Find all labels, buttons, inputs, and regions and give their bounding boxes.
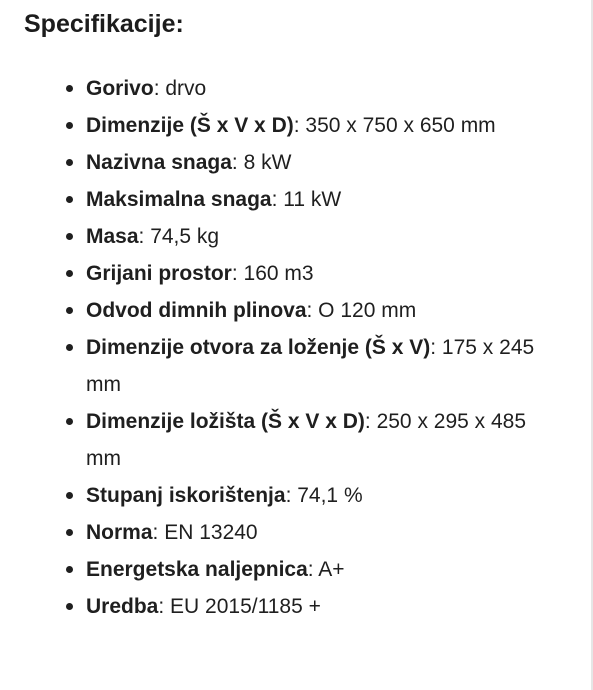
spec-item-loading-opening [61, 329, 566, 403]
spec-value: : A+ [307, 558, 345, 581]
bullet-icon [66, 233, 73, 240]
spec-value: : EU 2015/1185 + [158, 595, 321, 618]
spec-label: Gorivo [86, 77, 154, 100]
bullet-icon [66, 603, 73, 610]
spec-item-energy-label [61, 551, 566, 588]
spec-item-firebox-dimensions [61, 403, 566, 477]
spec-label: Dimenzije otvora za loženje (Š x V) [86, 336, 431, 359]
specifications-heading: Specifikacije: [24, 10, 184, 38]
bullet-icon [66, 492, 73, 499]
spec-item-flue-outlet [61, 292, 566, 329]
spec-value: : 8 kW [231, 151, 292, 174]
spec-label: Odvod dimnih plinova [86, 299, 307, 322]
bullet-icon [66, 307, 73, 314]
spec-item-dimensions [61, 107, 566, 144]
spec-value: : 175 x 245 mm [86, 336, 535, 396]
spec-value: : drvo [153, 77, 207, 100]
specifications-list [61, 70, 566, 625]
spec-value: : 250 x 295 x 485 mm [86, 410, 527, 470]
spec-item-heated-space [61, 255, 566, 292]
spec-value: : O 120 mm [306, 299, 417, 322]
spec-value: : 74,1 % [285, 484, 363, 507]
bullet-icon [66, 196, 73, 203]
spec-label: Uredba [86, 595, 159, 618]
bullet-icon [66, 529, 73, 536]
spec-item-efficiency [61, 477, 566, 514]
spec-item-mass [61, 218, 566, 255]
spec-label: Energetska naljepnica [86, 558, 308, 581]
spec-value: : 74,5 kg [138, 225, 220, 248]
spec-label: Dimenzije ložišta (Š x V x D) [86, 410, 365, 433]
spec-item-fuel [61, 70, 566, 107]
spec-value: : 11 kW [271, 188, 342, 211]
spec-label: Dimenzije (Š x V x D) [86, 114, 294, 137]
spec-value: : EN 13240 [152, 521, 258, 544]
spec-item-max-power [61, 181, 566, 218]
bullet-icon [66, 270, 73, 277]
spec-label: Masa [86, 225, 139, 248]
spec-item-regulation [61, 588, 566, 625]
spec-value: : 350 x 750 x 650 mm [293, 114, 496, 137]
spec-label: Nazivna snaga [86, 151, 232, 174]
bullet-icon [66, 159, 73, 166]
spec-value: : 160 m3 [231, 262, 314, 285]
spec-label: Norma [86, 521, 153, 544]
spec-label: Maksimalna snaga [86, 188, 272, 211]
spec-item-nominal-power [61, 144, 566, 181]
bullet-icon [66, 85, 73, 92]
bullet-icon [66, 344, 73, 351]
bullet-icon [66, 418, 73, 425]
spec-item-standard [61, 514, 566, 551]
spec-label: Stupanj iskorištenja [86, 484, 286, 507]
spec-label: Grijani prostor [86, 262, 232, 285]
bullet-icon [66, 122, 73, 129]
bullet-icon [66, 566, 73, 573]
